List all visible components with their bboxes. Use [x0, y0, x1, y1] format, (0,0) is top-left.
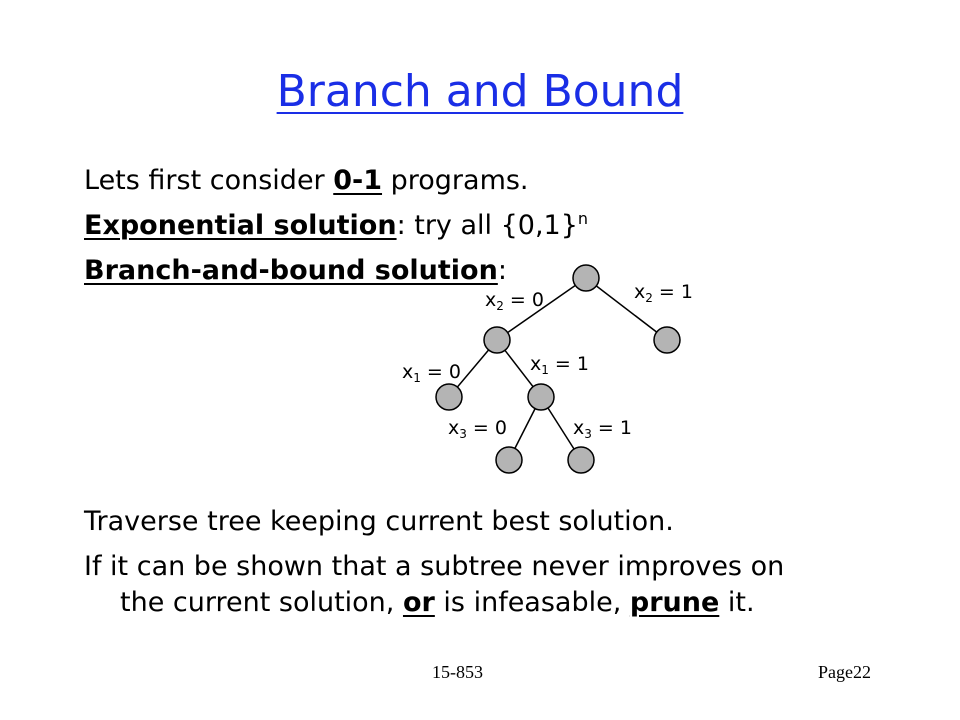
paragraph-prune-line1: If it can be shown that a subtree never improves on [84, 551, 785, 582]
prune-or: or [402, 587, 435, 618]
prune-word: prune [629, 587, 720, 618]
slide-title-text: Branch and Bound [276, 66, 684, 117]
edge-label-x3-0: $x_3 = 0$ [448, 417, 507, 441]
line2-em: Exponential solution [84, 210, 397, 241]
edge-label-x1-1: $x_1 = 1$ [530, 353, 589, 377]
tree-node-x3-0 [496, 447, 522, 473]
tree-node-x1-1 [528, 384, 554, 410]
tree-node-x2-0 [484, 327, 510, 353]
footer-page: Page22 [818, 662, 871, 682]
edge-label-x2-0: $x_2 = 0$ [485, 289, 544, 313]
prune-line2-mid: is infeasable, [434, 587, 630, 618]
paragraph-traverse [84, 504, 884, 540]
paragraph-prune [84, 549, 884, 621]
tree-node-x1-0 [436, 384, 462, 410]
footer-course: 15-853 [432, 662, 483, 682]
line3-post: : [497, 255, 507, 286]
tree-node-x3-1 [568, 447, 594, 473]
line1-pre: Lets first consider [84, 165, 334, 196]
tree-node-root [573, 265, 599, 291]
line1-em: 0-1 [333, 165, 383, 196]
line3-em: Branch-and-bound solution [84, 255, 498, 286]
prune-line2-pre: the current solution, [120, 587, 403, 618]
line2-post: : try all {0,1} [396, 210, 578, 241]
paragraph-traverse-text: Traverse tree keeping current best solution. [84, 506, 674, 537]
prune-line2-post: it. [719, 587, 755, 618]
line1-post: programs. [382, 165, 529, 196]
paragraph-prune-line2 [84, 585, 884, 621]
edge-label-x2-1: $x_2 = 1$ [634, 281, 693, 305]
edge-label-x3-1: $x_3 = 1$ [573, 417, 632, 441]
edge-label-x1-0: $x_1 = 0$ [402, 361, 461, 385]
tree-node-x2-1 [654, 327, 680, 353]
line2-sup: n [577, 209, 589, 228]
